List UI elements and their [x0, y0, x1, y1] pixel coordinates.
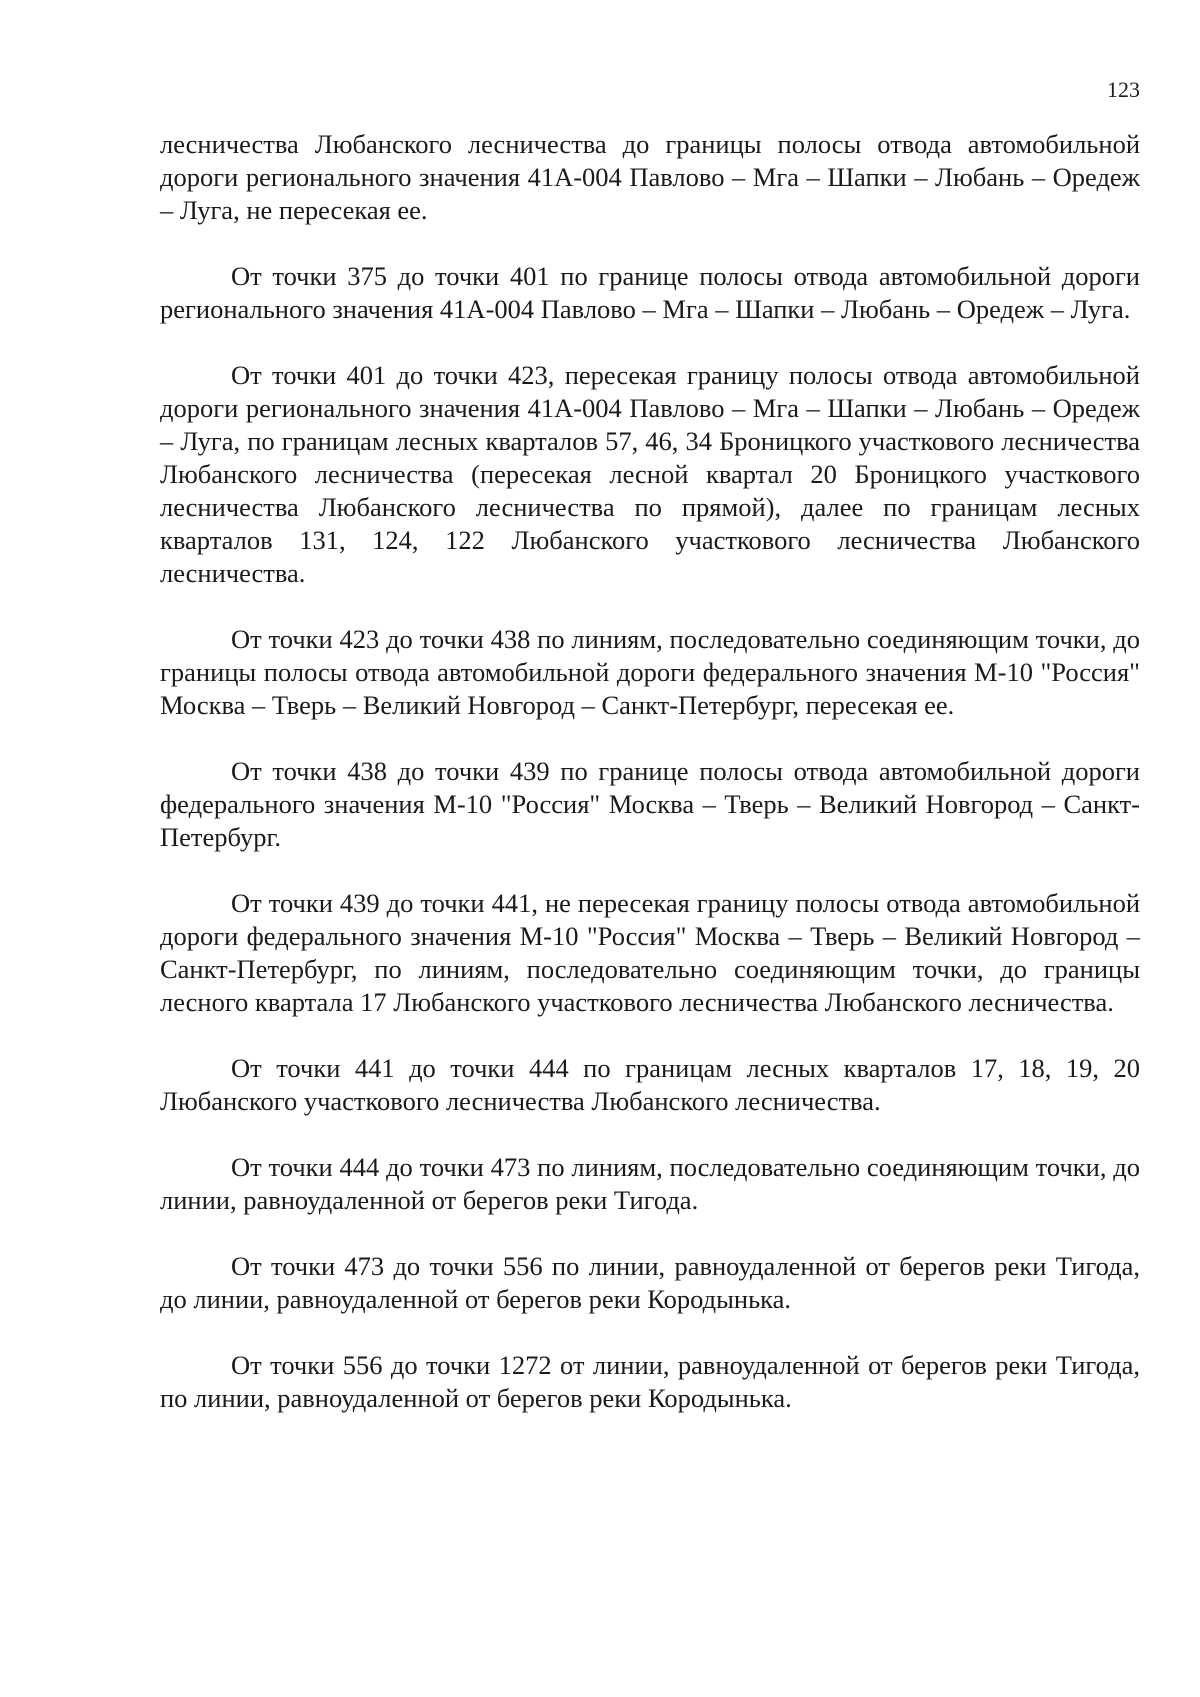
- paragraph: От точки 556 до точки 1272 от линии, равноудаленной от берегов реки Тигода, по линии, равноудаленной от берегов реки Кородынька.: [160, 1350, 1140, 1413]
- paragraph: От точки 423 до точки 438 по линиям, последовательно соединяющим точки, до границы полосы отвода автомобильной дороги федерального значения М-10 "Россия" Москва – Тверь – Великий Новгород – Санкт-Петербург, пересекая ее.: [160, 624, 1140, 720]
- paragraph: От точки 441 до точки 444 по границам лесных кварталов 17, 18, 19, 20 Любанского участкового лесничества Любанского лесничества.: [160, 1053, 1140, 1116]
- paragraph: От точки 473 до точки 556 по линии, равноудаленной от берегов реки Тигода, до линии, равноудаленной от берегов реки Кородынька.: [160, 1251, 1140, 1314]
- page-number: 123: [1107, 77, 1140, 102]
- paragraph-continuation: лесничества Любанского лесничества до границы полосы отвода автомобильной дороги регионального значения 41А-004 Павлово – Мга – Шапки – Любань – Оредеж – Луга, не пересекая ее.: [160, 129, 1140, 225]
- paragraph: От точки 375 до точки 401 по границе полосы отвода автомобильной дороги регионального значения 41А-004 Павлово – Мга – Шапки – Любань – Оредеж – Луга.: [160, 261, 1140, 324]
- paragraph: От точки 439 до точки 441, не пересекая границу полосы отвода автомобильной дороги федерального значения М-10 "Россия" Москва – Тверь – Великий Новгород – Санкт-Петербург, по линиям, последовательно соединяющим точки, до границы лесного квартала 17 Любанского участкового лесничества Любанского лесничества.: [160, 888, 1140, 1017]
- paragraph: От точки 438 до точки 439 по границе полосы отвода автомобильной дороги федерального значения М-10 "Россия" Москва – Тверь – Великий Новгород – Санкт-Петербург.: [160, 756, 1140, 852]
- paragraph: От точки 401 до точки 423, пересекая границу полосы отвода автомобильной дороги регионального значения 41А-004 Павлово – Мга – Шапки – Любань – Оредеж – Луга, по границам лесных кварталов 57, 46, 34 Броницкого участкового лесничества Любанского лесничества (пересекая лесной квартал 20 Броницкого участкового лесничества Любанского лесничества по прямой), далее по границам лесных кварталов 131, 124, 122 Любанского участкового лесничества Любанского лесничества.: [160, 360, 1140, 588]
- document-body: [160, 128, 1140, 1448]
- paragraph: От точки 444 до точки 473 по линиям, последовательно соединяющим точки, до линии, равноудаленной от берегов реки Тигода.: [160, 1152, 1140, 1215]
